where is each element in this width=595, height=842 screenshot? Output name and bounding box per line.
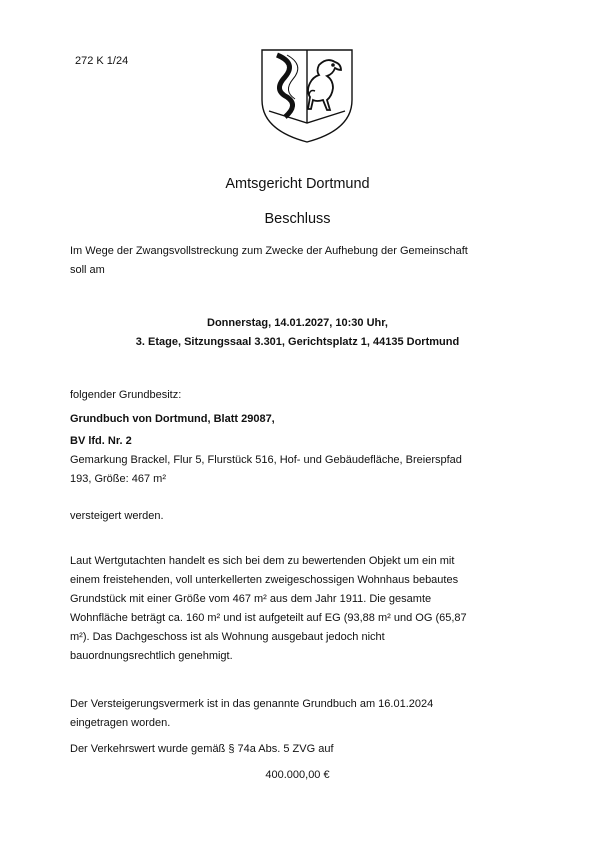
bv-line: BV lfd. Nr. 2 — [70, 435, 132, 447]
date-line: Donnerstag, 14.01.2027, 10:30 Uhr, — [207, 317, 388, 329]
entry-line-1: Der Versteigerungsvermerk ist in das genannte Grundbuch am 16.01.2024 — [70, 698, 434, 710]
intro-paragraph — [70, 242, 530, 280]
intro-line-2: soll am — [70, 264, 105, 276]
value-amount: 400.000,00 € — [265, 769, 330, 781]
entry-line-2: eingetragen worden. — [70, 717, 171, 729]
appraisal-line: m²). Das Dachgeschoss ist als Wohnung ausgebaut jedoch nicht — [70, 631, 385, 643]
coat-of-arms-emblem — [257, 45, 357, 145]
appraisal-line: einem freistehenden, voll unterkellerten zweigeschossigen Wohnhaus bebautes — [70, 574, 459, 586]
intro-line-1: Im Wege der Zwangsvollstreckung zum Zwecke der Aufhebung der Gemeinschaft — [70, 245, 468, 257]
case-number: 272 K 1/24 — [75, 55, 129, 67]
parcel-line-2: 193, Größe: 467 m² — [70, 473, 166, 485]
appraisal-line: Wohnfläche beträgt ca. 160 m² und ist aufgeteilt auf EG (93,88 m² und OG (65,87 — [70, 612, 467, 624]
property-intro: folgender Grundbesitz: — [70, 389, 182, 401]
property-block — [70, 410, 540, 489]
auction-line: versteigert werden. — [70, 510, 164, 522]
court-name: Amtsgericht Dortmund — [225, 176, 370, 192]
register-line: Grundbuch von Dortmund, Blatt 29087, — [70, 413, 275, 425]
appraisal-line: Grundstück mit einer Größe vom 467 m² aus dem Jahr 1911. Die gesamte — [70, 593, 432, 605]
parcel-line-1: Gemarkung Brackel, Flur 5, Flurstück 516, Hof- und Gebäudefläche, Breierspfad — [70, 454, 462, 466]
entry-paragraph — [70, 695, 540, 733]
appraisal-paragraph — [70, 552, 540, 666]
appraisal-line: bauordnungsrechtlich genehmigt. — [70, 650, 233, 662]
value-line: Der Verkehrswert wurde gemäß § 74a Abs. 5 ZVG auf — [70, 743, 334, 755]
place-line: 3. Etage, Sitzungssaal 3.301, Gerichtsplatz 1, 44135 Dortmund — [135, 336, 460, 348]
appraisal-line: Laut Wertgutachten handelt es sich bei dem zu bewertenden Objekt um ein mit — [70, 555, 455, 567]
document-heading: Beschluss — [264, 211, 331, 227]
